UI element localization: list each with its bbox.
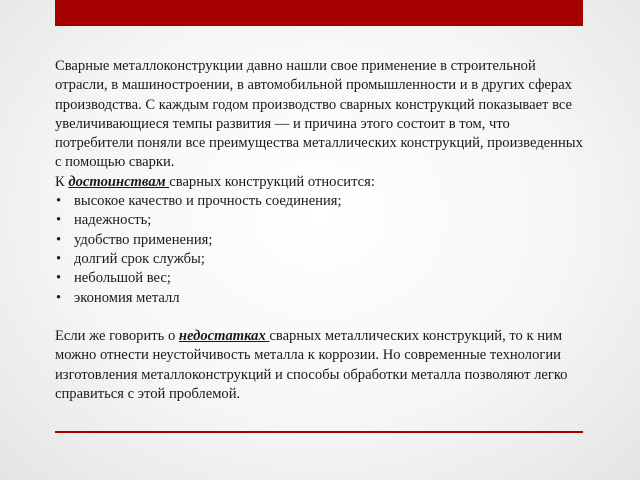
list-item-text: высокое качество и прочность соединения; [74, 193, 342, 210]
intro-paragraph: Сварные металлоконструкции давно нашли свое применение в строительной отрасли, в машиностроении, в автомобильной промышленности и в других сферах производства. С каждым годом производство сварных конструкций показывает все увеличивающиеся темпы развития — и причина этого состоит в том, что потребители поняли все преимущества металлических конструкций, произведенных с помощью сварки. [55, 58, 583, 171]
bottom-divider [55, 431, 583, 433]
list-item [55, 211, 583, 230]
advantages-list [55, 192, 583, 308]
disadvantages-prefix: Если же говорить о [55, 328, 179, 345]
advantages-term: достоинствам [68, 173, 170, 190]
bullet-icon: • [56, 193, 62, 210]
advantages-suffix: сварных конструкций относится: [169, 173, 375, 190]
list-item-text: небольшой вес; [74, 270, 171, 287]
list-item [55, 231, 583, 250]
list-item [55, 250, 583, 269]
list-item-text: экономия металл [74, 289, 180, 306]
paragraph-gap [55, 308, 583, 327]
list-item-text: долгий срок службы; [74, 250, 205, 267]
top-accent-bar [55, 0, 583, 26]
slide-content [55, 57, 583, 404]
disadvantages-suffix: сварных металлических конструкций, то к ним можно отнести неустойчивость металла к коррозии. Но современные технологии изготовления металлоконструкций и способы обработки металла позволяют легко справиться с этой проблемой. [55, 328, 568, 403]
disadvantages-term: недостатках [178, 328, 270, 345]
bullet-icon: • [56, 231, 62, 248]
advantages-heading [55, 173, 583, 192]
list-item-text: надежность; [74, 212, 152, 229]
advantages-prefix: К [55, 173, 69, 190]
bullet-icon: • [56, 270, 62, 287]
list-item [55, 289, 583, 308]
bullet-icon: • [56, 289, 62, 306]
disadvantages-paragraph [55, 327, 583, 404]
bullet-icon: • [56, 250, 62, 267]
bullet-icon: • [56, 212, 62, 229]
list-item [55, 192, 583, 211]
list-item-text: удобство применения; [74, 231, 213, 248]
list-item [55, 269, 583, 288]
